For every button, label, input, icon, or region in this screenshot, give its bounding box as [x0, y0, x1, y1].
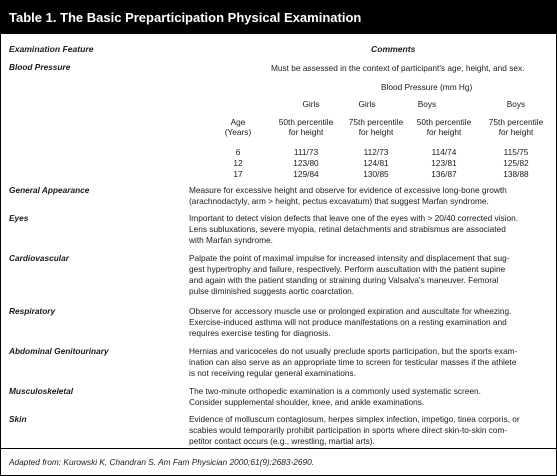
feature-label-abdominal-genitourinary: Abdominal Genitourinary — [9, 346, 109, 356]
feature-text-line: Important to detect vision defects that leave one of the eyes with > 20/40 corrected vision. — [189, 213, 519, 223]
feature-text-line: ination can also serve as an appropriate time to screen for testicular masses if the athlete — [189, 357, 517, 367]
bp-col-pct-2b: for height — [358, 127, 394, 137]
bp-cell: 112/73 — [363, 147, 389, 157]
feature-text-line: Lens subluxations, severe myopia, retinal detachments and strabismus are associated — [189, 224, 506, 234]
bp-cell: 111/73 — [293, 147, 319, 157]
feature-text-line: is not receiving regular general examinations. — [189, 368, 356, 378]
feature-text-line: pulse diminished suggests aortic coarctation. — [189, 286, 355, 296]
feature-text-line: Consider supplemental shoulder, knee, and ankle examinations. — [189, 397, 425, 407]
bp-col-pct-3a: 50th percentile — [416, 117, 472, 127]
bp-col-pct-4b: for height — [498, 127, 534, 137]
title-bar — [1, 1, 556, 34]
feature-label-general-appearance: General Appearance — [9, 185, 90, 195]
feature-label-skin: Skin — [9, 414, 27, 424]
footer-divider — [1, 448, 556, 449]
feature-text-line: (arachnodactyly, arm > height, pectus excavatum) that suggest Marfan syndrome. — [189, 196, 489, 206]
bp-col-sex-3: Boys — [417, 99, 437, 109]
bp-caption: Blood Pressure (mm Hg) — [381, 82, 473, 92]
bp-cell: 115/75 — [503, 147, 529, 157]
feature-text-line: Observe for accessory muscle use or prolonged expiration and auscultate for wheezing. — [189, 306, 512, 316]
feature-text-line: and again with the patient standing or straining during Valsalva's maneuver. Femoral — [189, 275, 499, 285]
bp-col-pct-3b: for height — [426, 127, 462, 137]
feature-label-respiratory: Respiratory — [9, 306, 56, 316]
bp-cell: 130/85 — [363, 169, 389, 179]
feature-text-line: The two-minute orthopedic examination is a commonly used systematic screen. — [189, 386, 481, 396]
bp-col-pct-1a: 50th percentile — [278, 117, 334, 127]
feature-text-line: Palpate the point of maximal impulse for increased intensity and displacement that sug- — [189, 253, 510, 263]
bp-cell: 114/74 — [431, 147, 457, 157]
bp-col-sex-1: Girls — [302, 99, 320, 109]
bp-cell: 123/81 — [431, 158, 457, 168]
bp-row-age: 6 — [235, 147, 241, 157]
bp-age-head-2: (Years) — [224, 127, 252, 137]
bp-col-sex-2: Girls — [358, 99, 376, 109]
feature-text-line: petitor contact occurs (e.g., wrestling, martial arts). — [189, 436, 375, 446]
bp-row-age: 17 — [233, 169, 243, 179]
bp-col-pct-4a: 75th percentile — [488, 117, 544, 127]
bp-cell: 125/82 — [503, 158, 529, 168]
bp-row-age: 12 — [233, 158, 243, 168]
feature-text-line: scabies would temporarily prohibit participation in sports where direct skin-to-skin com- — [189, 425, 508, 435]
feature-text-line: with Marfan syndrome. — [189, 235, 273, 245]
feature-text-line: Hernias and varicoceles do not usually preclude sports participation, but the sports exam- — [189, 346, 518, 356]
feature-text-line: Measure for excessive height and observe for evidence of excessive long-bone growth — [189, 185, 507, 195]
bp-note: Must be assessed in the context of participant's age, height, and sex. — [271, 63, 525, 73]
bp-col-pct-2a: 75th percentile — [348, 117, 404, 127]
table-source-footnote: Adapted from: Kurowski K, Chandran S. Am Fam Physician 2000;61(9):2683-2690. — [9, 457, 314, 467]
feature-label-eyes: Eyes — [9, 213, 29, 223]
column-header-feature: Examination Feature — [9, 44, 94, 54]
table-title: Table 1. The Basic Preparticipation Physical Examination — [9, 10, 362, 25]
feature-text-line: Exercise-induced asthma will not produce manifestations on a resting examination and — [189, 317, 507, 327]
feature-text-line: gest hypertrophy and failure, respectively. Perform auscultation with the patient supine — [189, 264, 506, 274]
feature-text-line: Evidence of molluscum contagiosum, herpes simplex infection, impetigo, tinea corporis, or — [189, 414, 520, 424]
bp-cell: 124/81 — [363, 158, 389, 168]
feature-label-blood-pressure: Blood Pressure — [9, 62, 71, 72]
column-header-comments: Comments — [371, 44, 416, 54]
feature-label-musculoskeletal: Musculoskeletal — [9, 386, 74, 396]
feature-text-line: requires exercise testing for diagnosis. — [189, 328, 331, 338]
bp-cell: 138/88 — [503, 169, 529, 179]
bp-age-head-1: Age — [230, 117, 246, 127]
bp-col-sex-4: Boys — [506, 99, 526, 109]
bp-cell: 123/80 — [293, 158, 319, 168]
bp-col-pct-1b: for height — [288, 127, 324, 137]
feature-label-cardiovascular: Cardiovascular — [9, 253, 69, 263]
bp-cell: 136/87 — [431, 169, 457, 179]
bp-cell: 129/84 — [293, 169, 319, 179]
